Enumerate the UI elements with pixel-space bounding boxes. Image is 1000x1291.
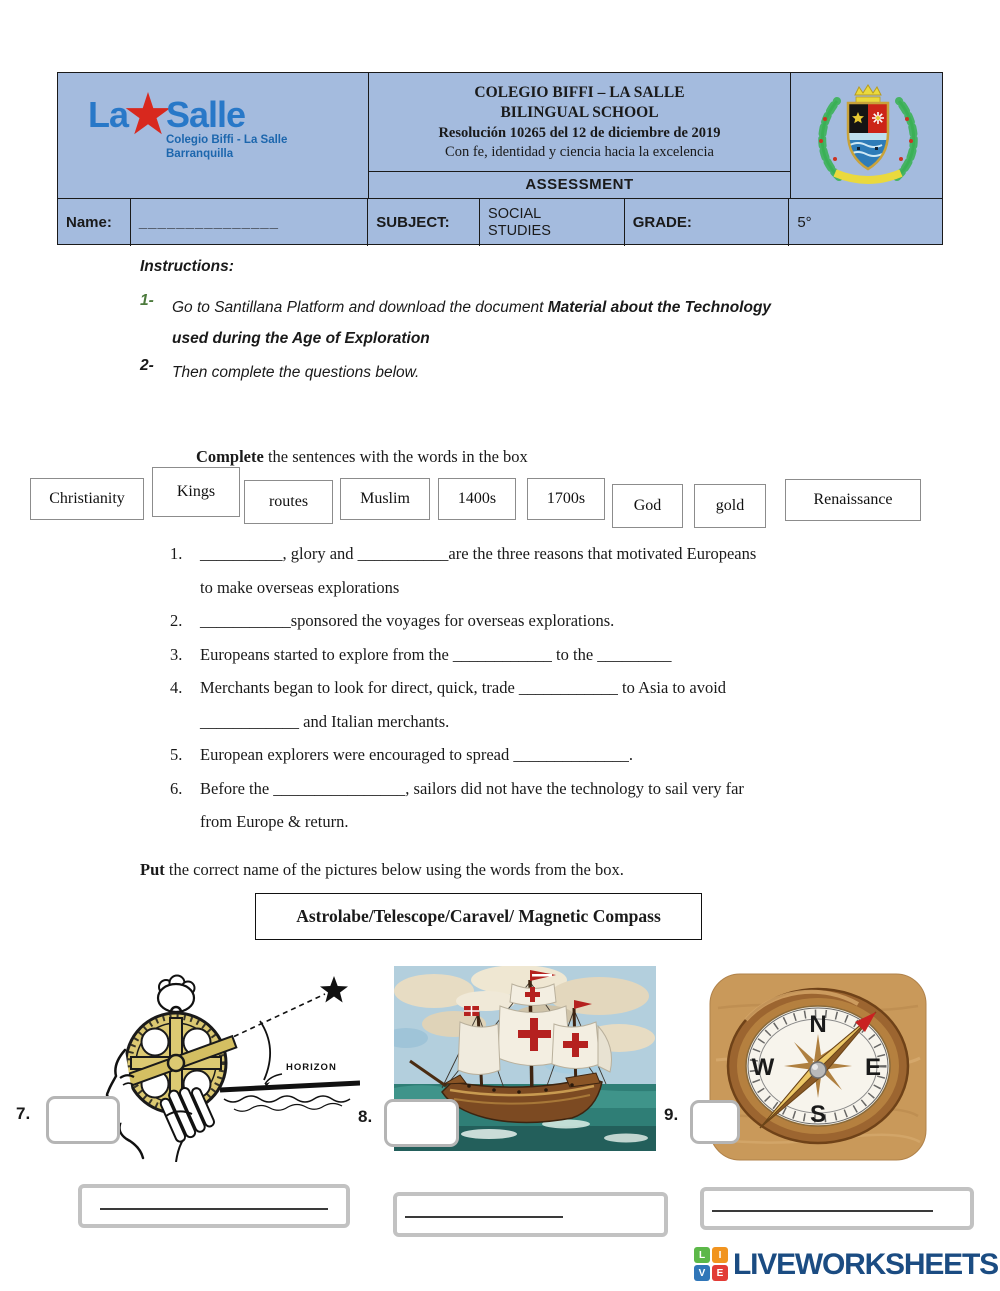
- compass-image: [708, 972, 928, 1162]
- compass-south-label: S: [809, 1101, 827, 1128]
- logo-subtitle: [166, 133, 287, 161]
- logo-square-v: V: [694, 1265, 710, 1281]
- subject-value: [480, 199, 625, 246]
- instructions-title: Instructions:: [140, 258, 234, 275]
- complete-instruction: Complete the sentences with the words in the box: [196, 447, 528, 466]
- logo-square-i: I: [712, 1247, 728, 1263]
- subject-line1: SOCIAL: [488, 205, 542, 222]
- grade-label: GRADE:: [625, 199, 790, 246]
- answer-blank-8[interactable]: [393, 1192, 668, 1237]
- instruction-2-number: 2-: [140, 357, 154, 374]
- picture-8-answer-box[interactable]: [384, 1099, 459, 1147]
- liveworksheets-wordmark: LIVEWORKSHEETS: [733, 1247, 998, 1281]
- compass-east-label: E: [864, 1054, 882, 1081]
- word-chip-gold[interactable]: gold: [694, 484, 766, 528]
- compass-north-label: N: [809, 1011, 827, 1038]
- picture-7-number: 7.: [16, 1104, 31, 1123]
- question-5[interactable]: 5. European explorers were encouraged to spread ______________.: [170, 745, 633, 764]
- star-icon: ★: [122, 82, 175, 147]
- subject-label: SUBJECT:: [368, 199, 480, 246]
- school-resolution: Resolución 10265 del 12 de diciembre de 2019: [438, 125, 721, 141]
- horizon-label: HORIZON: [286, 1062, 337, 1073]
- picture-words-box: Astrolabe/Telescope/Caravel/ Magnetic Compass: [255, 893, 702, 940]
- school-name-line2: BILINGUAL SCHOOL: [500, 104, 659, 121]
- school-name-line1: COLEGIO BIFFI – LA SALLE: [474, 84, 685, 101]
- liveworksheets-logo[interactable]: [694, 1247, 998, 1282]
- header-bottom-row: [58, 198, 942, 246]
- star-icon: [320, 976, 348, 1003]
- logo-text-la: La: [88, 94, 129, 135]
- question-2[interactable]: 2. ___________sponsored the voyages for overseas explorations.: [170, 611, 615, 630]
- compass-west-label: W: [751, 1054, 775, 1081]
- logo-text-salle: Salle: [166, 94, 246, 135]
- word-chip-renaissance[interactable]: Renaissance: [785, 479, 921, 521]
- name-blank[interactable]: _______________: [131, 199, 368, 246]
- word-chip-muslim[interactable]: Muslim: [340, 478, 430, 520]
- answer-blank-9[interactable]: [700, 1187, 974, 1230]
- question-6[interactable]: 6. Before the ________________, sailors did not have the technology to sail very far from Europe & return.: [170, 778, 744, 831]
- picture-9-answer-box[interactable]: [690, 1100, 740, 1144]
- instruction-1-number: 1-: [140, 292, 154, 309]
- answer-line: [100, 1208, 327, 1210]
- instruction-item-1: [140, 292, 820, 354]
- subject-line2: STUDIES: [488, 222, 551, 239]
- question-4[interactable]: 4. Merchants began to look for direct, quick, trade ____________ to Asia to avoid ____________ and Italian merchants.: [170, 678, 727, 731]
- word-chip-kings[interactable]: Kings: [152, 467, 240, 517]
- question-3[interactable]: 3. Europeans started to explore from the ____________ to the _________: [170, 644, 672, 664]
- instruction-item-2: [140, 357, 820, 388]
- word-chip-god[interactable]: God: [612, 484, 683, 528]
- assessment-banner: ASSESSMENT: [369, 172, 791, 198]
- word-chip-1700s[interactable]: 1700s: [527, 478, 605, 520]
- logo-subtitle-line2: Barranquilla: [166, 148, 234, 160]
- instruction-2-text: Then complete the questions below.: [172, 364, 420, 381]
- word-chip-routes[interactable]: routes: [244, 480, 333, 524]
- school-logo-cell: [58, 73, 369, 198]
- liveworksheets-icon: [694, 1247, 729, 1282]
- school-info-cell: [369, 73, 791, 172]
- put-instruction: Put the correct name of the pictures below using the words from the box.: [140, 860, 624, 879]
- logo-subtitle-line1: Colegio Biffi - La Salle: [166, 134, 288, 146]
- word-chip-1400s[interactable]: 1400s: [438, 478, 516, 520]
- answer-line: [405, 1216, 563, 1218]
- logo-square-e: E: [712, 1265, 728, 1281]
- questions-list: [170, 537, 870, 839]
- picture-7-answer-box[interactable]: [46, 1096, 120, 1144]
- question-1[interactable]: 1. __________, glory and ___________are the three reasons that motivated Europeans to make overseas explorations: [170, 544, 757, 597]
- grade-value: 5°: [797, 214, 812, 231]
- header-table: [57, 72, 943, 245]
- picture-9-number: 9.: [664, 1105, 679, 1124]
- picture-8-number: 8.: [358, 1107, 373, 1126]
- instructions-section: [140, 258, 820, 391]
- answer-line: [712, 1210, 933, 1212]
- school-crest-icon: [805, 79, 931, 191]
- school-motto: Con fe, identidad y ciencia hacia la excelencia: [445, 144, 714, 160]
- school-crest-cell: [791, 73, 944, 198]
- logo-square-l: L: [694, 1247, 710, 1263]
- answer-blank-7[interactable]: [78, 1184, 350, 1228]
- word-chip-christianity[interactable]: Christianity: [30, 478, 144, 520]
- instruction-1-text: Go to Santillana Platform and download the document Material about the Technology used during the Age of Exploration: [172, 299, 772, 347]
- name-label: Name:: [58, 199, 131, 246]
